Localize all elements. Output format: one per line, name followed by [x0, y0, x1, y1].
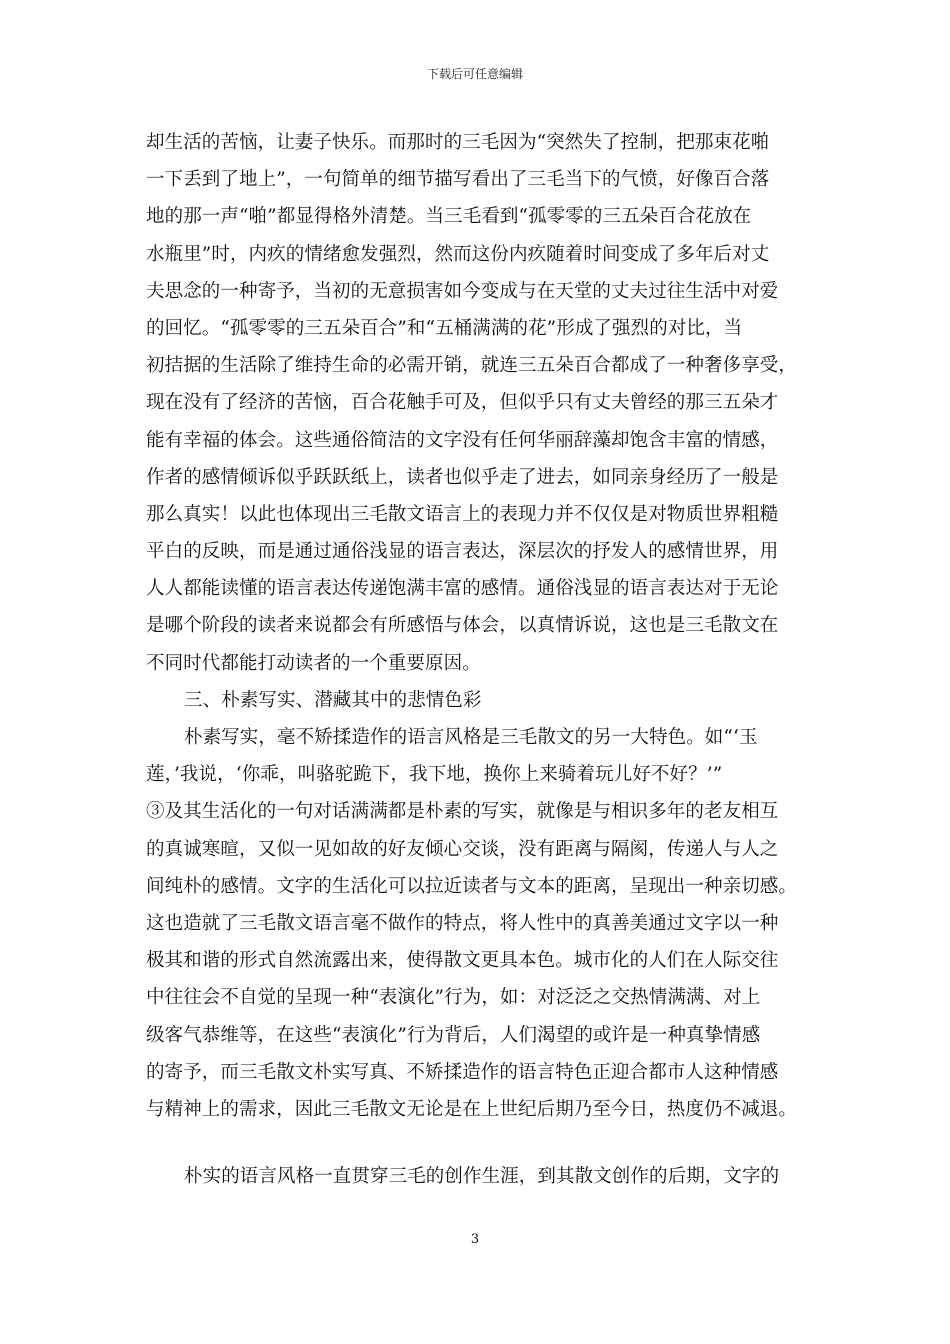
document-body — [146, 124, 808, 1195]
paragraph-spacer — [146, 1128, 808, 1158]
text-line: 级客气恭维等，在这些“表演化”行为背后，人们渴望的或许是一种真挚情感 — [146, 1024, 761, 1046]
text-line: 水瓶里”时，内疚的情绪愈发强烈，然而这份内疚随着时间变成了多年后对丈 — [146, 243, 770, 265]
text-line: 能有幸福的体会。这些通俗简洁的文字没有任何华丽辞藻却饱含丰富的情感， — [146, 429, 779, 451]
text-line: 极其和谐的形式自然流露出来，使得散文更具本色。城市化的人们在人际交往 — [146, 950, 779, 972]
paragraph-1 — [146, 124, 808, 682]
text-line: 中往往会不自觉的呈现一种“表演化”行为，如：对泛泛之交热情满满、对上 — [146, 987, 761, 1009]
paragraph-3 — [146, 1158, 808, 1195]
text-line: 人人都能读懂的语言表达传递饱满丰富的感情。通俗浅显的语言表达对于无论 — [146, 578, 779, 600]
text-line: 这也造就了三毛散文语言毫不做作的特点，将人性中的真善美通过文字以一种 — [146, 912, 779, 934]
section-heading: 三、朴素写实、潜藏其中的悲情色彩 — [184, 689, 482, 711]
text-line: 初拮据的生活除了维持生命的必需开销，就连三五朵百合都成了一种奢侈享受， — [146, 355, 798, 377]
text-line: 与精神上的需求，因此三毛散文无论是在上世纪后期乃至今日，热度仍不减退。 — [146, 1098, 798, 1120]
text-line: 莲，’我说，‘你乖，叫骆驼跪下，我下地，换你上来骑着玩儿好不好？’” — [146, 764, 723, 786]
page-header: 下载后可任意编辑 — [426, 67, 523, 81]
text-line: 间纯朴的感情。文字的生活化可以拉近读者与文本的距离，呈现出一种亲切感。 — [146, 875, 798, 897]
text-line: 那么真实！以此也体现出三毛散文语言上的表现力并不仅仅是对物质世界粗糙 — [146, 503, 779, 525]
paragraph-2 — [146, 719, 808, 1128]
text-line: 的回忆。“孤零零的三五朵百合”和“五桶满满的花”形成了强烈的对比，当 — [146, 317, 743, 339]
text-line: 的真诚寒暄，又似一见如故的好友倾心交谈，没有距离与隔阂，传递人与人之 — [146, 838, 779, 860]
text-line: 地的那一声“啪”都显得格外清楚。当三毛看到“孤零零的三五朵百合花放在 — [146, 206, 752, 228]
text-line: 一下丢到了地上”，一句简单的细节描写看出了三毛当下的气愤，好像百合落 — [146, 169, 770, 191]
page-number: 3 — [470, 1232, 480, 1247]
text-line: 夫思念的一种寄予，当初的无意损害如今变成与在天堂的丈夫过往生活中对爱 — [146, 280, 779, 302]
text-line: 作者的感情倾诉似乎跃跃纸上，读者也似乎走了进去，如同亲身经历了一般是 — [146, 466, 779, 488]
text-line: 的寄予，而三毛散文朴实写真、不矫揉造作的语言特色正迎合都市人这种情感 — [146, 1061, 779, 1083]
text-line: 朴实的语言风格一直贯穿三毛的创作生涯，到其散文创作的后期，文字的 — [184, 1166, 780, 1188]
text-line: 却生活的苦恼，让妻子快乐。而那时的三毛因为“突然失了控制，把那束花啪 — [146, 132, 770, 153]
text-line: ③及其生活化的一句对话满满都是朴素的写实，就像是与相识多年的老友相互 — [146, 801, 779, 823]
text-line: 朴素写实，毫不矫揉造作的语言风格是三毛散文的另一大特色。如“‘玉 — [184, 727, 758, 748]
text-line: 是哪个阶段的读者来说都会有所感悟与体会，以真情诉说，这也是三毛散文在 — [146, 615, 779, 637]
text-line: 平白的反映，而是通过通俗浅显的语言表达，深层次的抒发人的感情世界，用 — [146, 541, 779, 563]
text-line: 不同时代都能打动读者的一个重要原因。 — [146, 652, 481, 674]
text-line: 现在没有了经济的苦恼，百合花触手可及，但似乎只有丈夫曾经的那三五朵才 — [146, 392, 779, 414]
